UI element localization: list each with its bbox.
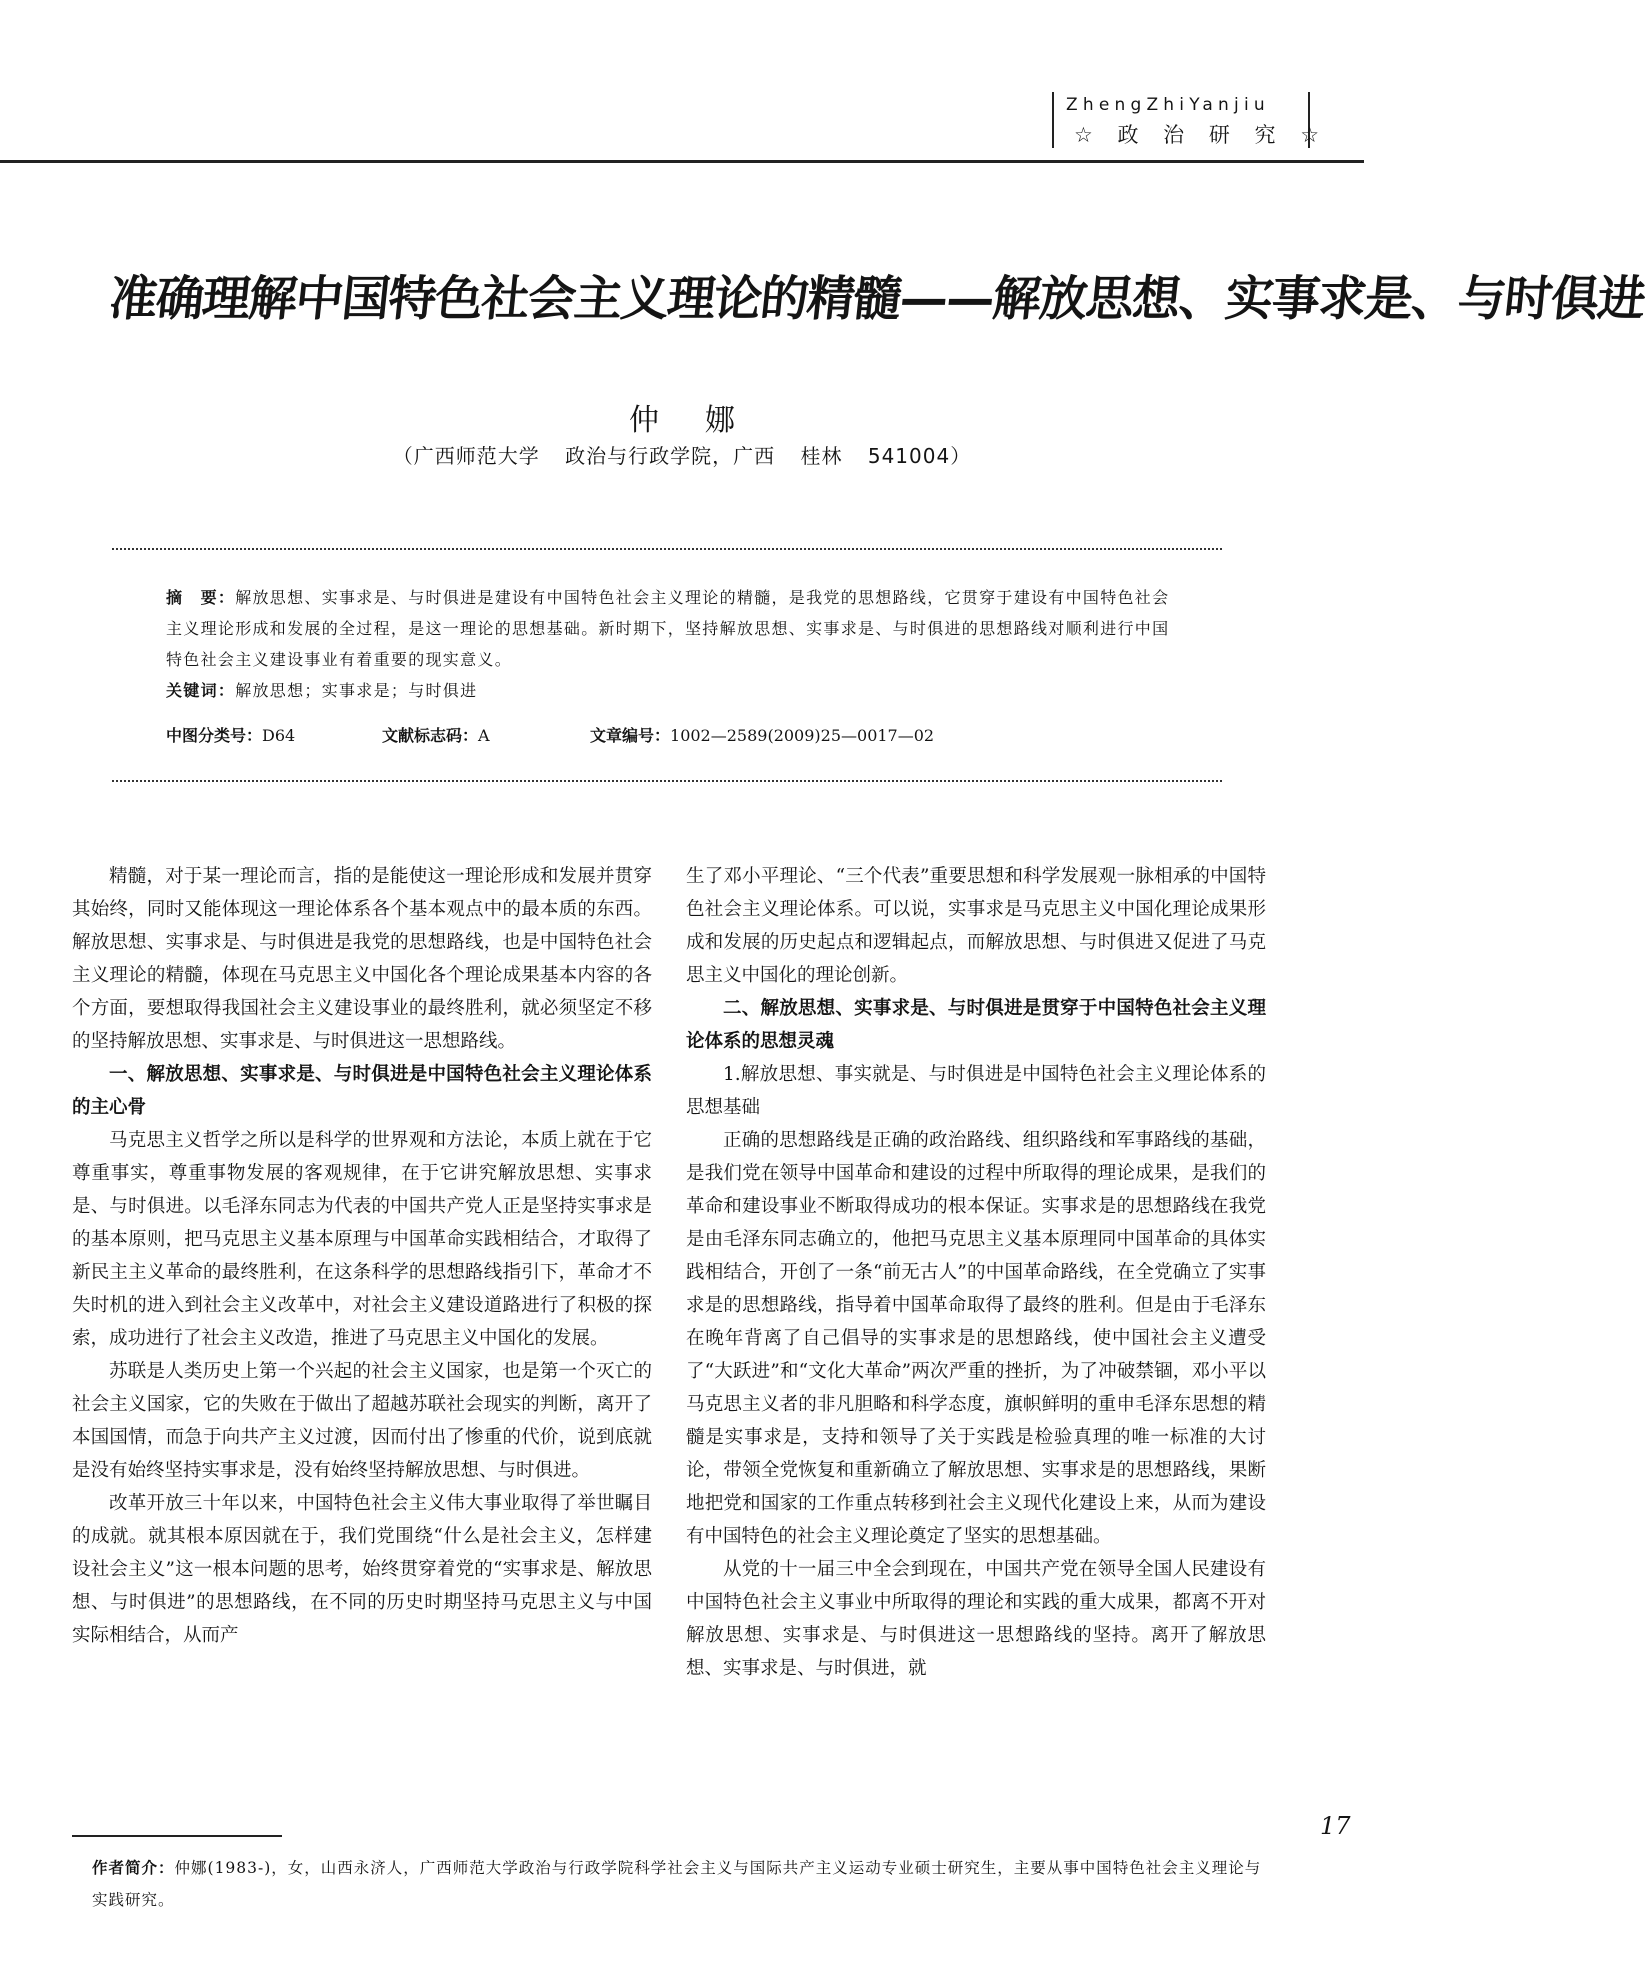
article-title: 准确理解中国特色社会主义理论的精髓——解放思想、实事求是、与时俱进 <box>106 271 1647 327</box>
document-code <box>382 723 490 746</box>
author-bio-footnote <box>92 1852 1272 1916</box>
abstract-label: 摘 要： <box>166 588 236 607</box>
body-paragraph: 正确的思想路线是正确的政治路线、组织路线和军事路线的基础，是我们党在领导中国革命和建设的过程中所取得的理论成果，是我们的革命和建设事业不断取得成功的根本保证。实事求是的思想路线在我党是由毛泽东同志确立的，他把马克思主义基本原理同中国革命的具体实践相结合，开创了一条“前无古人”的中国革命路线，在全党确立了实事求是的思想路线，指导着中国革命取得了最终的胜利。但是由于毛泽东在晚年背离了自己倡导的实事求是的思想路线，使中国社会主义遭受了“大跃进”和“文化大革命”两次严重的挫折，为了冲破禁锢，邓小平以马克思主义者的非凡胆略和科学态度，旗帜鲜明的重申毛泽东思想的精髓是实事求是，支持和领导了关于实践是检验真理的唯一标准的大讨论，带领全党恢复和重新确立了解放思想、实事求是的思想路线，果断地把党和国家的工作重点转移到社会主义现代化建设上来，从而为建设有中国特色的社会主义理论奠定了坚实的思想基础。 <box>686 1130 1266 1547</box>
body-paragraph: 生了邓小平理论、“三个代表”重要思想和科学发展观一脉相承的中国特色社会主义理论体系。可以说，实事求是马克思主义中国化理论成果形成和发展的历史起点和逻辑起点，而解放思想、与时俱进又促进了马克思主义中国化的理论创新。 <box>686 866 1266 986</box>
abstract-block <box>166 582 1176 706</box>
author-affiliation: （广西师范大学 政治与行政学院，广西 桂林 541004） <box>392 444 972 468</box>
body-paragraph: 改革开放三十年以来，中国特色社会主义伟大事业取得了举世瞩目的成就。就其根本原因就在于，我们党围绕“什么是社会主义，怎样建设社会主义”这一根本问题的思考，始终贯穿着党的“实事求是、解放思想、与时俱进”的思想路线，在不同的历史时期坚持马克思主义与中国实际相结合，从而产 <box>72 1493 652 1646</box>
clc-value: D64 <box>262 726 296 745</box>
doc-code-value: A <box>478 726 490 745</box>
keywords-label: 关键词： <box>166 681 236 700</box>
footnote-text: 仲娜(1983-)，女，山西永济人，广西师范大学政治与行政学院科学社会主义与国际共产主义运动专业硕士研究生，主要从事中国特色社会主义理论与实践研究。 <box>92 1859 1262 1909</box>
keywords-text: 解放思想；实事求是；与时俱进 <box>235 681 478 700</box>
journal-name-pinyin: ZhengZhiYanjiu <box>1066 95 1270 115</box>
journal-name-chinese: ☆ 政 治 研 究 ☆ <box>1074 123 1329 147</box>
footnote-rule <box>72 1835 282 1837</box>
article-no-label: 文章编号： <box>590 726 671 745</box>
body-paragraph: 从党的十一届三中全会到现在，中国共产党在领导全国人民建设有中国特色社会主义事业中所取得的理论和实践的重大成果，都离不开对解放思想、实事求是、与时俱进这一思想路线的坚持。离开了解放思想、实事求是、与时俱进，就 <box>686 1559 1266 1679</box>
section-heading-2: 二、解放思想、实事求是、与时俱进是贯穿于中国特色社会主义理论体系的思想灵魂 <box>686 998 1266 1052</box>
dotted-divider-bottom <box>112 780 1222 782</box>
author-name: 仲娜 <box>629 403 781 438</box>
section-heading-1: 一、解放思想、实事求是、与时俱进是中国特色社会主义理论体系的主心骨 <box>72 1064 652 1118</box>
doc-code-label: 文献标志码： <box>382 726 479 745</box>
header-rule <box>0 160 1364 163</box>
abstract <box>166 582 1176 675</box>
journal-header <box>1052 92 1329 148</box>
clc-label: 中图分类号： <box>166 726 263 745</box>
footnote-label: 作者简介： <box>92 1859 175 1877</box>
body-column-left <box>72 860 652 1652</box>
keywords <box>166 675 1176 706</box>
body-column-right <box>686 860 1266 1685</box>
dotted-divider-top <box>112 548 1222 550</box>
clc-number <box>166 723 295 746</box>
body-paragraph: 苏联是人类历史上第一个兴起的社会主义国家，也是第一个灭亡的社会主义国家，它的失败在于做出了超越苏联社会现实的判断，离开了本国国情，而急于向共产主义过渡，因而付出了惨重的代价，说到底就是没有始终坚持实事求是，没有始终坚持解放思想、与时俱进。 <box>72 1361 652 1481</box>
page-number: 17 <box>1320 1812 1351 1840</box>
abstract-text: 解放思想、实事求是、与时俱进是建设有中国特色社会主义理论的精髓，是我党的思想路线，它贯穿于建设有中国特色社会主义理论形成和发展的全过程，是这一理论的思想基础。新时期下，坚持解放思想、实事求是、与时俱进的思想路线对顺利进行中国特色社会主义建设事业有着重要的现实意义。 <box>166 588 1170 669</box>
article-no-value: 1002—2589(2009)25—0017—02 <box>670 726 935 745</box>
body-paragraph: 马克思主义哲学之所以是科学的世界观和方法论，本质上就在于它尊重事实，尊重事物发展的客观规律，在于它讲究解放思想、实事求是、与时俱进。以毛泽东同志为代表的中国共产党人正是坚持实事求是的基本原则，把马克思主义基本原理与中国革命实践相结合，才取得了新民主主义革命的最终胜利，在这条科学的思想路线指引下，革命才不失时机的进入到社会主义改革中，对社会主义建设道路进行了积极的探索，成功进行了社会主义改造，推进了马克思主义中国化的发展。 <box>72 1130 652 1349</box>
article-number <box>590 723 934 746</box>
body-paragraph: 精髓，对于某一理论而言，指的是能使这一理论形成和发展并贯穿其始终，同时又能体现这一理论体系各个基本观点中的最本质的东西。解放思想、实事求是、与时俱进是我党的思想路线，也是中国特色社会主义理论的精髓，体现在马克思主义中国化各个理论成果基本内容的各个方面，要想取得我国社会主义建设事业的最终胜利，就必须坚定不移的坚持解放思想、实事求是、与时俱进这一思想路线。 <box>72 866 652 1052</box>
subsection-heading: 1.解放思想、事实就是、与时俱进是中国特色社会主义理论体系的思想基础 <box>686 1064 1266 1118</box>
